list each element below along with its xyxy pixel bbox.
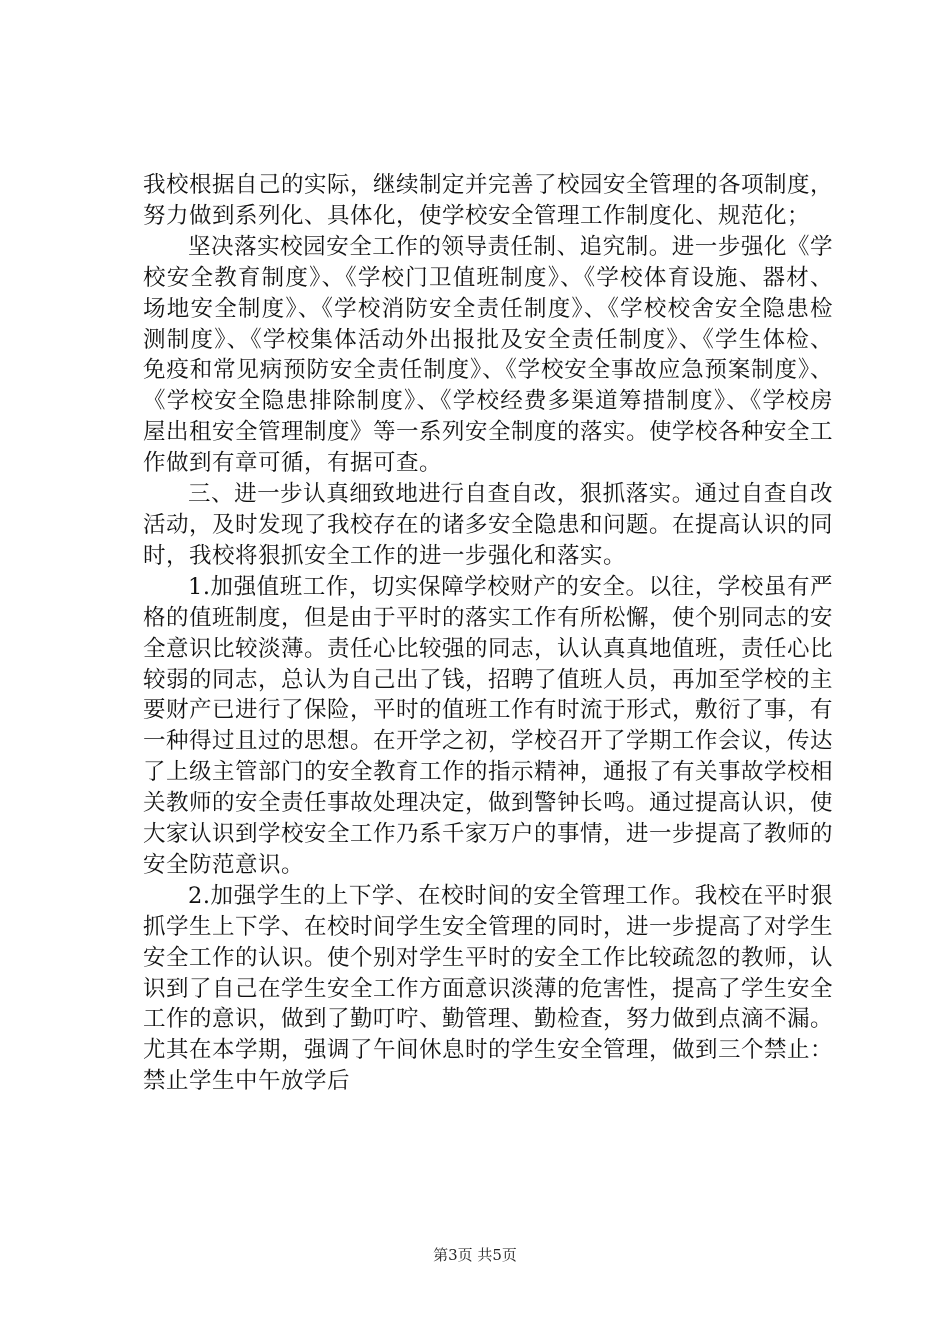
page-footer	[0, 1245, 950, 1265]
paragraph-3: 三、进一步认真细致地进行自查自改，狠抓落实。通过自查自改活动，及时发现了我校存在的诸多安全隐患和问题。在提高认识的同时，我校将狠抓安全工作的进一步强化和落实。	[143, 481, 834, 569]
page-number-label: 第3页 共5页	[433, 1246, 517, 1264]
paragraph-4: 1.加强值班工作，切实保障学校财产的安全。以往，学校虽有严格的值班制度，但是由于平时的落实工作有所松懈，使个别同志的安全意识比较淡薄。责任心比较强的同志，认认真真地值班，责任心比较弱的同志，总认为自己出了钱，招聘了值班人员，再加至学校的主要财产已进行了保险，平时的值班工作有时流于形式，敷衍了事，有一种得过且过的思想。在开学之初，学校召开了学期工作会议，传达了上级主管部门的安全教育工作的指示精神，通报了有关事故学校相关教师的安全责任事故处理决定，做到警钟长鸣。通过提高认识，使大家认识到学校安全工作乃系千家万户的事情，进一步提高了教师的安全防范意识。	[143, 573, 834, 878]
paragraph-1: 我校根据自己的实际，继续制定并完善了校园安全管理的各项制度，努力做到系列化、具体化，使学校安全管理工作制度化、规范化；	[143, 172, 834, 229]
paragraph-2: 坚决落实校园安全工作的领导责任制、追究制。进一步强化《学校安全教育制度》、《学校门卫值班制度》、《学校体育设施、器材、场地安全制度》、《学校消防安全责任制度》、《学校校舍安全隐患检测制度》、《学校集体活动外出报批及安全责任制度》、《学生体检、免疫和常见病预防安全责任制度》、《学校安全事故应急预案制度》、《学校安全隐患排除制度》、《学校经费多渠道筹措制度》、《学校房屋出租安全管理制度》等一系列安全制度的落实。使学校各种安全工作做到有章可循，有据可查。	[143, 233, 834, 477]
paragraph-5: 2.加强学生的上下学、在校时间的安全管理工作。我校在平时狠抓学生上下学、在校时间学生安全管理的同时，进一步提高了对学生安全工作的认识。使个别对学生平时的安全工作比较疏忽的教师，认识到了自己在学生安全工作方面意识淡薄的危害性，提高了学生安全工作的意识，做到了勤叮咛、勤管理、勤检查，努力做到点滴不漏。尤其在本学期，强调了午间休息时的学生安全管理，做到三个禁止：禁止学生中午放学后	[143, 882, 834, 1095]
document-body	[143, 170, 833, 1097]
